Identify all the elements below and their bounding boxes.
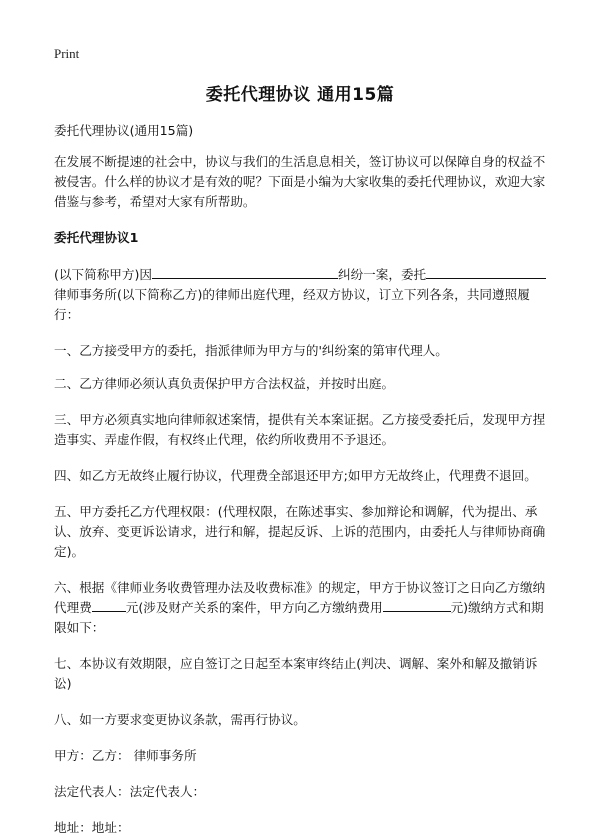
section-heading: 委托代理协议1 [54,230,139,245]
party-text-2: 纠纷一案，委托 [337,267,427,282]
clause-7: 七、本协议有效期限，应自签订之日起至本案审终结止(判决、调解、案外和解及撤销诉讼) [54,656,538,691]
property-fee-blank [383,599,451,612]
fee-text-2: 元(涉及财产关系的案件，甲方向乙方缴纳费用 [125,600,383,615]
clause-6 [54,578,554,638]
case-blank [152,266,338,279]
page-title: 委托代理协议 通用15篇 [205,85,395,105]
signature-representatives: 法定代表人：法定代表人： [54,784,206,799]
print-link[interactable]: Print [54,46,80,61]
document-body [54,121,554,838]
fee-text-1: 六、根据《律师业务收费管理办法及收费标准》的规定，甲方于协议签订之日向乙方缴纳代理费 [54,580,546,615]
fee-text-3: 元)缴纳方式和期限如下： [54,600,544,635]
law-firm-blank [426,266,546,279]
agency-fee-blank [92,599,126,612]
document-subtitle: 委托代理协议(通用15篇) [54,123,194,138]
intro-paragraph: 在发展不断提速的社会中，协议与我们的生活息息相关，签订协议可以保障自身的权益不被侵害。什么样的协议才是有效的呢？下面是小编为大家收集的委托代理协议，欢迎大家借鉴与参考，希望对大家有所帮助。 [54,154,546,209]
clause-4: 四、如乙方无故终止履行协议，代理费全部退还甲方;如甲方无故终止，代理费不退回。 [54,468,537,483]
party-text-1: (以下简称甲方)因 [54,267,152,282]
signature-parties: 甲方：乙方： 律师事务所 [54,748,197,763]
signature-addresses: 地址：地址： [54,820,130,835]
clause-8: 八、如一方要求变更协议条款，需再行协议。 [54,712,306,727]
clause-1: 一、乙方接受甲方的委托，指派律师为甲方与的'纠纷案的第审代理人。 [54,343,448,358]
clause-2: 二、乙方律师必须认真负责保护甲方合法权益，并按时出庭。 [54,376,395,391]
clause-3: 三、甲方必须真实地向律师叙述案情，提供有关本案证据。乙方接受委托后，发现甲方捏造事实、弄虚作假，有权终止代理，依约所收费用不予退还。 [54,412,546,447]
clause-5: 五、甲方委托乙方代理权限：(代理权限，在陈述事实、参加辩论和调解，代为提出、承认、放弃、变更诉讼请求，进行和解，提起反诉、上诉的范围内，由委托人与律师协商确定)。 [54,504,546,559]
party-text-3: 律师事务所(以下简称乙方)的律师出庭代理，经双方协议，订立下列各条，共同遵照履行： [54,287,530,322]
party-paragraph [54,265,554,325]
